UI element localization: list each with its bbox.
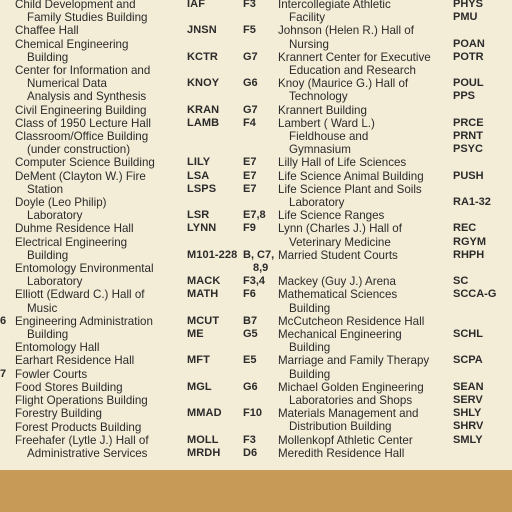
building-code: SHLY	[453, 407, 482, 420]
building-code: SCPA	[453, 354, 483, 367]
entry-name-line: Administrative Services	[27, 446, 148, 460]
grid-location: F6	[243, 288, 256, 301]
entry-name-line: Gymnasium	[289, 143, 351, 157]
entry-name-line: Class of 1950 Lecture Hall	[15, 116, 151, 130]
grid-location: G6	[243, 77, 258, 90]
grid-location: G5	[243, 328, 258, 341]
building-code: MFT	[187, 354, 210, 367]
building-code: REC	[453, 222, 477, 235]
grid-location: F3	[243, 0, 256, 10]
entry-name-line: Computer Science Building	[15, 156, 155, 170]
directory-entry	[15, 196, 185, 222]
entry-name-line: Mathematical Sciences	[278, 288, 398, 302]
building-code: SCCA-G	[453, 288, 497, 301]
building-code: RHPH	[453, 248, 485, 261]
building-code: IAF	[187, 0, 206, 10]
entry-name-line: Analysis and Synthesis	[27, 90, 147, 104]
building-code: POAN	[453, 37, 485, 50]
grid-location: E7	[243, 156, 257, 169]
directory-entry	[15, 222, 185, 235]
building-code: RGYM	[453, 235, 486, 248]
grid-location: F3	[243, 433, 256, 446]
entry-name-line: Forest Products Building	[15, 420, 142, 434]
entry-name-line: Mackey (Guy J.) Arena	[278, 275, 396, 289]
building-code	[453, 64, 512, 77]
entry-name-line: Doyle (Leo Philip)	[15, 196, 107, 210]
entry-name-line: Fowler Courts	[15, 367, 88, 381]
entry-name-line: Knoy (Maurice G.) Hall of	[278, 77, 409, 91]
building-code: POUL	[453, 77, 484, 90]
entry-name-line: Michael Golden Engineering	[278, 380, 424, 394]
entry-name-line: Laboratory	[27, 275, 83, 289]
entry-name-line: Flight Operations Building	[15, 394, 148, 408]
entry-prefix-number: 7	[0, 367, 7, 380]
entry-name-line: Johnson (Helen R.) Hall of	[278, 24, 414, 38]
directory-entry	[15, 394, 185, 407]
building-code	[453, 156, 512, 169]
building-code	[453, 302, 512, 315]
building-code: RA1-32	[453, 195, 491, 208]
building-code: PHYS	[453, 0, 483, 10]
building-code: KNOY	[187, 77, 220, 90]
entry-name-line: Lilly Hall of Life Sciences	[278, 156, 407, 170]
entry-name-line: DeMent (Clayton W.) Fire	[15, 169, 146, 183]
building-code: LSR	[187, 209, 210, 222]
grid-location: E7	[243, 182, 257, 195]
entry-name-line: Electrical Engineering	[15, 235, 128, 249]
grid-location: B7	[243, 314, 258, 327]
directory-entry	[15, 262, 185, 288]
grid-location: F9	[243, 222, 256, 235]
building-code: PSYC	[453, 143, 483, 156]
entry-name-line: Lynn (Charles J.) Hall of	[278, 222, 402, 236]
building-code: JNSN	[187, 24, 217, 37]
building-code: SMLY	[453, 433, 483, 446]
entry-name-line: Earhart Residence Hall	[15, 354, 135, 368]
entry-name-line: Duhme Residence Hall	[15, 222, 134, 236]
entry-name-line: Life Science Ranges	[278, 209, 385, 223]
entry-name-line: Chemical Engineering	[15, 37, 129, 51]
entry-name-line: Music	[27, 301, 58, 315]
building-code: MATH	[187, 288, 219, 301]
entry-name-line: Meredith Residence Hall	[278, 446, 405, 460]
building-names-column-1	[0, 0, 185, 460]
building-code: LSPS	[187, 182, 217, 195]
entry-name-line: Building	[27, 50, 69, 64]
entry-name-line: Building	[289, 341, 331, 355]
building-code: M101-228	[187, 248, 238, 261]
entry-name-line: Krannert Center for Executive	[278, 50, 431, 64]
entry-name-line: Laboratory	[289, 196, 345, 210]
grid-location: E7,8	[243, 209, 266, 222]
directory-entry	[15, 407, 185, 420]
directory-entry	[15, 434, 185, 460]
entry-name-line: Life Science Animal Building	[278, 169, 424, 183]
entry-name-line: Building	[27, 328, 69, 342]
building-code: PMU	[453, 11, 478, 24]
entry-name-line: Nursing	[289, 37, 329, 51]
tan-border-band	[0, 470, 512, 512]
building-code: MOLL	[187, 433, 219, 446]
entry-name-line: Married Student Courts	[278, 248, 398, 262]
entry-name-line: Station	[27, 182, 64, 196]
building-code: SC	[453, 275, 469, 288]
building-code	[453, 341, 512, 354]
entry-name-line: Mollenkopf Athletic Center	[278, 433, 413, 447]
building-code: SEAN	[453, 380, 484, 393]
entry-name-line: Center for Information and	[15, 64, 151, 78]
building-code: ME	[187, 328, 204, 341]
entry-name-line: Intercollegiate Athletic	[278, 0, 391, 11]
grid-location: D6	[243, 446, 258, 459]
directory-entry	[15, 0, 185, 24]
entry-name-line: Veterinary Medicine	[289, 235, 391, 249]
entry-name-line: Facility	[289, 11, 326, 25]
building-code: KRAN	[187, 103, 220, 116]
building-code: KCTR	[187, 50, 218, 63]
grid-location: G7	[243, 103, 258, 116]
entry-name-line: Education and Research	[289, 64, 416, 78]
building-code: LAMB	[187, 116, 220, 129]
entry-name-line: Food Stores Building	[15, 380, 123, 394]
grid-location: G6	[243, 380, 258, 393]
building-code: MACK	[187, 275, 221, 288]
entry-name-line: Forestry Building	[15, 407, 102, 421]
building-code	[453, 368, 512, 381]
directory-entry	[15, 170, 185, 196]
entry-name-line: Life Science Plant and Soils	[278, 182, 422, 196]
directory-entry	[187, 447, 512, 460]
entry-name-line: Classroom/Office Building	[15, 130, 149, 144]
building-code: LYNN	[187, 222, 217, 235]
building-code: MCUT	[187, 314, 220, 327]
grid-location: E7	[243, 169, 257, 182]
entry-name-line: Freehafer (Lytle J.) Hall of	[15, 433, 149, 447]
directory-entry	[15, 288, 185, 314]
entry-name-line: Marriage and Family Therapy	[278, 354, 430, 368]
entry-name-line: Entomology Hall	[15, 341, 100, 355]
directory-entry	[15, 156, 185, 169]
building-code	[453, 104, 512, 117]
grid-location: E5	[243, 354, 257, 367]
grid-location: B, C7,	[243, 248, 275, 261]
entry-name-line: Numerical Data	[27, 77, 107, 91]
directory-entry	[15, 354, 185, 367]
directory-entry	[0, 314, 185, 342]
entry-name-line: Entomology Environmental	[15, 262, 154, 276]
entry-name-line: Child Development and	[15, 0, 136, 11]
building-code	[453, 209, 512, 222]
building-code: POTR	[453, 50, 484, 63]
directory-entry	[0, 367, 185, 381]
directory-entry	[15, 130, 185, 156]
directory-entry	[15, 236, 185, 262]
directory-entry	[15, 64, 185, 104]
entry-prefix-number: 6	[0, 314, 7, 327]
entry-name-line: Elliott (Edward C.) Hall of	[15, 288, 145, 302]
entry-name-line: Chaffee Hall	[15, 24, 79, 38]
entry-name-line: McCutcheon Residence Hall	[278, 314, 425, 328]
directory-entry	[15, 341, 185, 354]
building-code	[453, 24, 512, 37]
grid-location: G7	[243, 50, 258, 63]
building-code	[453, 183, 512, 196]
entry-name-line: Krannert Building	[278, 103, 367, 117]
entry-name-line: Building	[27, 248, 69, 262]
entry-name-line: (under construction)	[27, 143, 131, 157]
entry-name-line: Distribution Building	[289, 420, 392, 434]
building-code: MMAD	[187, 407, 222, 420]
entry-name-line: Laboratory	[27, 209, 83, 223]
entry-name-line: Building	[289, 301, 331, 315]
building-code: MGL	[187, 380, 212, 393]
entry-name-line: Family Studies Building	[27, 11, 148, 25]
building-code: LILY	[187, 156, 211, 169]
building-code	[453, 315, 512, 328]
entry-name-line: Building	[289, 367, 331, 381]
directory-entry	[15, 117, 185, 130]
directory-entry	[15, 38, 185, 64]
entry-name-line: Lambert ( Ward L.)	[278, 116, 375, 130]
entry-name-line: Engineering Administration	[15, 314, 153, 328]
entry-name-line: Materials Management and	[278, 407, 419, 421]
entry-name-line: Fieldhouse and	[289, 130, 369, 144]
building-code: MRDH	[187, 446, 221, 459]
building-code: SERV	[453, 393, 483, 406]
directory-entry	[15, 104, 185, 117]
building-code: PRNT	[453, 129, 483, 142]
building-code: SCHL	[453, 327, 483, 340]
building-code: PRCE	[453, 116, 484, 129]
grid-location-continued: 8,9	[253, 262, 269, 275]
building-codes-column-3	[453, 0, 512, 447]
building-code: PUSH	[453, 169, 484, 182]
grid-location: F4	[243, 116, 256, 129]
entry-name-line: Technology	[289, 90, 348, 104]
grid-location: F3,4	[243, 275, 266, 288]
building-code	[453, 262, 512, 275]
entry-name-line: Civil Engineering Building	[15, 103, 147, 117]
directory-entry	[15, 24, 185, 37]
building-code: LSA	[187, 169, 210, 182]
building-code: PPS	[453, 90, 476, 103]
entry-name-line: Mechanical Engineering	[278, 328, 402, 342]
directory-entry	[15, 421, 185, 434]
grid-location: F5	[243, 24, 256, 37]
grid-location: F10	[243, 407, 262, 420]
directory-entry	[15, 381, 185, 394]
entry-name-line: Laboratories and Shops	[289, 394, 413, 408]
building-code: SHRV	[453, 420, 484, 433]
